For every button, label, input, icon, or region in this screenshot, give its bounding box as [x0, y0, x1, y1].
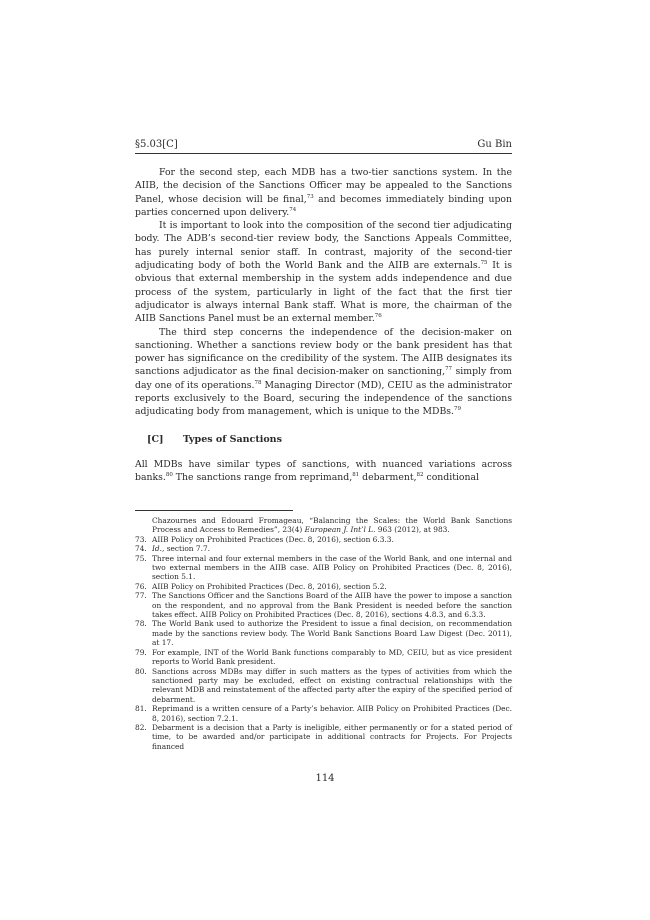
footnote-73 [135, 535, 512, 544]
text-run: It is important to look into the composition of the second tier adjudicating body. The ADB’s second-tier review body, the Sanctions Appeals Committee, has purely internal senior staff. In contrast, majority of the second-tier adjudicating body of both the World Bank and the AIIB are externals. [135, 220, 512, 272]
footnote-ref[interactable]: 77 [445, 366, 453, 373]
footnote-text: The World Bank used to authorize the President to issue a final decision, on recommendation made by the sanctions review body. The World Bank Sanctions Board Law Digest (Dec. 2011), at 17. [152, 619, 512, 648]
footnote-76 [135, 582, 512, 591]
text-run: All MDBs have similar types of sanctions, with nuanced variations across banks. [135, 458, 512, 484]
footnote-75 [135, 554, 512, 582]
footnote-text: Sanctions across MDBs may differ in such matters as the types of activities from which the sanctioned party may be excluded, effect on existing contractual relationships with the relevant MDB and reinstatement of the affected party after the expiry of the specified period of debarment. [152, 666, 512, 704]
footnote-82 [135, 723, 512, 751]
footnote-text: AIIB Policy on Prohibited Practices (Dec. 8, 2016), section 5.2. [152, 581, 387, 591]
footnote-continuation [135, 516, 512, 535]
text-run: 963 (2012), at 983. [375, 525, 450, 535]
text-run: For the second step, each MDB has a two-tier sanctions system. In the AIIB, the decision of the Sanctions Officer may be appealed to the Sanctions Panel, whose decision will be final, [135, 167, 512, 205]
page-body [135, 139, 512, 485]
footnote-ref[interactable]: 81 [352, 472, 360, 479]
page-number: 114 [315, 773, 335, 784]
footnote-80 [135, 667, 512, 705]
footnote-number: 78. [135, 619, 147, 629]
footnote-74 [135, 544, 512, 553]
paragraph-2 [135, 219, 512, 325]
footnote-ref[interactable]: 80 [165, 472, 173, 479]
footnote-ref[interactable]: 79 [454, 406, 462, 413]
footnote-italic: Id. [152, 544, 162, 554]
footnote-ref[interactable]: 75 [480, 259, 488, 266]
text-run: It is obvious that external membership in the system adds independence and due process of the system, particularly in light of the fact that the first tier adjudicator is always internal Bank staff. What is more, the chairman of the AIIB Sanctions Panel must be an external member. [135, 260, 512, 325]
text-run: simply from day one of its operations. [135, 366, 512, 391]
text-run: Managing Director (MD), CEIU as the administrator reports exclusively to the Board, securing the independence of the sanctions adjudicating body from management, which is unique to the MDBs. [135, 379, 512, 418]
footnote-78 [135, 619, 512, 647]
footnote-divider [135, 510, 293, 511]
footnote-number: 80. [135, 666, 147, 676]
footnote-number: 73. [135, 534, 147, 544]
footnote-ref[interactable]: 82 [416, 472, 424, 479]
footnote-text: Reprimand is a written censure of a Party’s behavior. AIIB Policy on Prohibited Practices (Dec. 8, 2016), section 7.2.1. [152, 704, 512, 723]
footnote-number: 81. [135, 704, 147, 714]
footnote-number: 75. [135, 553, 147, 563]
footnote-text: , section 7.7. [162, 544, 210, 554]
text-run: The sanctions range from reprimand, [172, 472, 353, 484]
main-text [135, 166, 512, 485]
running-header [135, 139, 512, 154]
footnote-number: 77. [135, 591, 147, 601]
footnote-number: 79. [135, 647, 147, 657]
text-run: The third step concerns the independence of the decision-maker on sanctioning. Whether a sanctions review body or the bank president has that power has significance on the credibility of the system. The AIIB designates its sanctions adjudicator as the final decision-maker on sanctioning, [135, 326, 512, 378]
footnote-ref[interactable]: 76 [374, 313, 382, 320]
text-run: Chazournes and Edouard Fromageau, “Balancing the Scales: the World Bank Sanctions Process and Access to Remedies”, 23(4) [152, 516, 512, 535]
footnote-text: AIIB Policy on Prohibited Practices (Dec. 8, 2016), section 6.3.3. [152, 534, 394, 544]
paragraph-3 [135, 326, 512, 419]
footnote-text: For example, INT of the World Bank functions comparably to MD, CEIU, but as vice president reports to World Bank president. [152, 647, 512, 667]
footnote-text: Three internal and four external members in the case of the World Bank, and one internal and two external members in the AIIB case. AIIB Policy on Prohibited Practices (Dec. 8, 2016), section 5.1. [152, 553, 512, 582]
footnote-number: 76. [135, 581, 147, 591]
footnote-77 [135, 591, 512, 619]
paragraph-4 [135, 458, 512, 485]
section-title: Types of Sanctions [183, 433, 282, 445]
header-section: §5.03[C] [135, 139, 178, 150]
footnote-79 [135, 648, 512, 667]
footnote-ref[interactable]: 74 [289, 206, 297, 213]
text-run: and becomes immediately binding upon parties concerned upon delivery. [135, 193, 512, 218]
footnote-text: The Sanctions Officer and the Sanctions Board of the AIIB have the power to impose a sanction on the respondent, and no approval from the Bank President is needed before the sanction takes effect. AIIB Policy on Prohibited Practices (Dec. 8, 2016), sections 4.8.3, and 6.3.3. [152, 591, 512, 620]
footnote-81 [135, 704, 512, 723]
footnote-text: Debarment is a decision that a Party is ineligible, either permanently or for a stated period of time, to be awarded and/or participate in additional contracts for Projects. For Projects financed [152, 722, 512, 751]
text-run: conditional [423, 472, 480, 484]
text-run: debarment, [359, 472, 417, 484]
paragraph-1 [135, 166, 512, 219]
journal-title: European J. Int’l L. [304, 525, 376, 535]
section-number: [C] [147, 433, 164, 445]
footnote-number: 74. [135, 544, 147, 554]
header-author: Gu Bin [477, 139, 512, 150]
footnotes [135, 516, 512, 751]
footnote-ref[interactable]: 78 [254, 379, 262, 386]
footnote-number: 82. [135, 722, 147, 732]
footnote-ref[interactable]: 73 [306, 193, 314, 200]
section-heading [147, 433, 512, 446]
